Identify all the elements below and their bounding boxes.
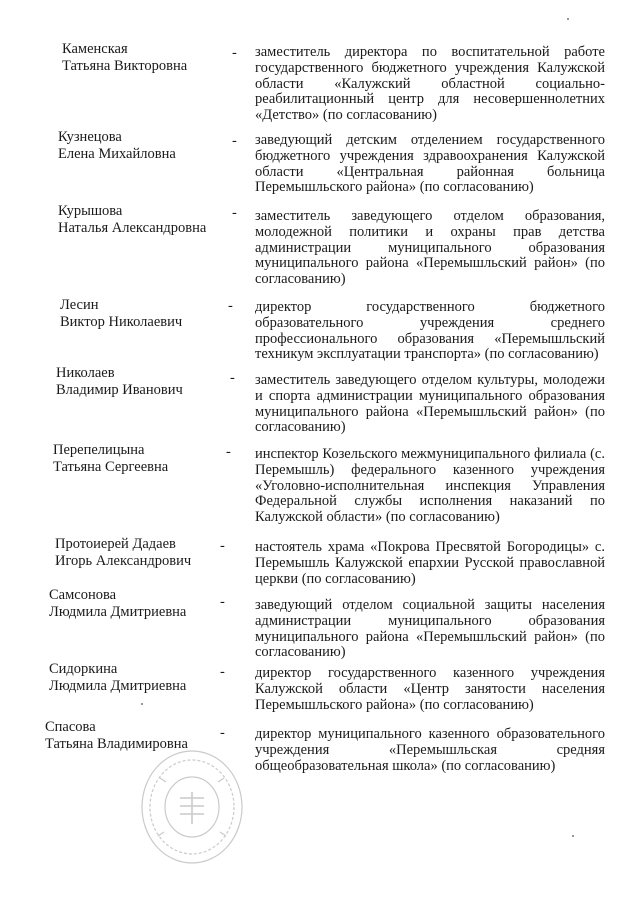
member-name <box>58 129 176 163</box>
member-name <box>56 365 183 399</box>
member-name <box>49 661 186 695</box>
scan-speck <box>572 835 574 837</box>
dash-separator: - <box>220 538 225 554</box>
member-surname: Перепелицына <box>53 442 145 458</box>
member-given-name: Виктор Николаевич <box>60 314 183 330</box>
member-position: заместитель заведующего отделом образования, молодежной политики и охраны прав детства администрации муниципального образования муниципального района «Перемышльский район» (по согласованию) <box>255 208 605 288</box>
member-name <box>62 41 187 75</box>
member-position: настоятель храма «Покрова Пресвятой Богородицы» с. Перемышль Калужской епархии Русской православной церкви (по согласованию) <box>255 539 605 587</box>
scan-speck <box>141 703 143 705</box>
dash-separator: - <box>226 444 231 460</box>
member-given-name: Елена Михайловна <box>58 146 176 162</box>
dash-separator: - <box>232 205 237 221</box>
member-position: директор муниципального казенного образовательного учреждения «Перемышльская средняя общеобразовательная школа» (по согласованию) <box>255 726 605 774</box>
member-surname: Курышова <box>58 203 123 219</box>
member-position: заместитель директора по воспитательной работе государственного бюджетного учреждения Калужской области «Калужский областной социально-реабилитационный центр для несовершеннолетних «Детство» (по согласованию) <box>255 44 605 124</box>
member-surname: Протоиерей Дадаев <box>55 536 176 552</box>
member-surname: Самсонова <box>49 587 117 603</box>
dash-separator: - <box>228 298 233 314</box>
member-given-name: Игорь Александрович <box>55 553 192 569</box>
dash-separator: - <box>220 594 225 610</box>
member-surname: Сидоркина <box>49 661 118 677</box>
member-name <box>58 203 206 237</box>
member-surname: Каменская <box>62 41 128 57</box>
member-surname: Лесин <box>60 297 99 313</box>
member-position: директор государственного бюджетного образовательного учреждения среднего профессионального образования «Перемышльский техникум эксплуатации транспорта» (по согласованию) <box>255 299 605 363</box>
member-position: заведующий отделом социальной защиты населения администрации муниципального образования муниципального района «Перемышльский район» (по согласованию) <box>255 597 605 661</box>
member-given-name: Людмила Дмитриевна <box>49 678 187 694</box>
member-given-name: Татьяна Сергеевна <box>53 459 169 475</box>
member-name <box>49 587 186 621</box>
member-given-name: Владимир Иванович <box>56 382 183 398</box>
dash-separator: - <box>232 45 237 61</box>
member-position: директор государственного казенного учреждения Калужской области «Центр занятости населения Перемышльского района» (по согласованию) <box>255 665 605 713</box>
member-position: заведующий детским отделением государственного бюджетного учреждения здравоохранения Калужской области «Центральная районная больница Перемышльского района» (по согласованию) <box>255 132 605 196</box>
member-surname: Спасова <box>45 719 96 735</box>
member-surname: Кузнецова <box>58 129 122 145</box>
dash-separator: - <box>232 133 237 149</box>
dash-separator: - <box>220 725 225 741</box>
member-surname: Николаев <box>56 365 115 381</box>
dash-separator: - <box>220 664 225 680</box>
member-given-name: Наталья Александровна <box>58 220 207 236</box>
member-position: заместитель заведующего отделом культуры, молодежи и спорта администрации муниципального образования муниципального района «Перемышльский район» (по согласованию) <box>255 372 605 436</box>
member-given-name: Людмила Дмитриевна <box>49 604 187 620</box>
official-stamp-seal <box>140 748 245 866</box>
scan-speck <box>567 18 569 20</box>
member-given-name: Татьяна Викторовна <box>62 58 188 74</box>
member-given-name: Татьяна Владимировна <box>45 736 188 752</box>
member-name <box>53 442 168 476</box>
dash-separator: - <box>230 370 235 386</box>
member-name <box>60 297 182 331</box>
member-position: инспектор Козельского межмуниципального филиала (с. Перемышль) федерального казенного учреждения «Уголовно-исполнительная инспекция Управления Федеральной службы исполнения наказаний по Калужской области» (по согласованию) <box>255 446 605 526</box>
member-name <box>55 536 191 570</box>
